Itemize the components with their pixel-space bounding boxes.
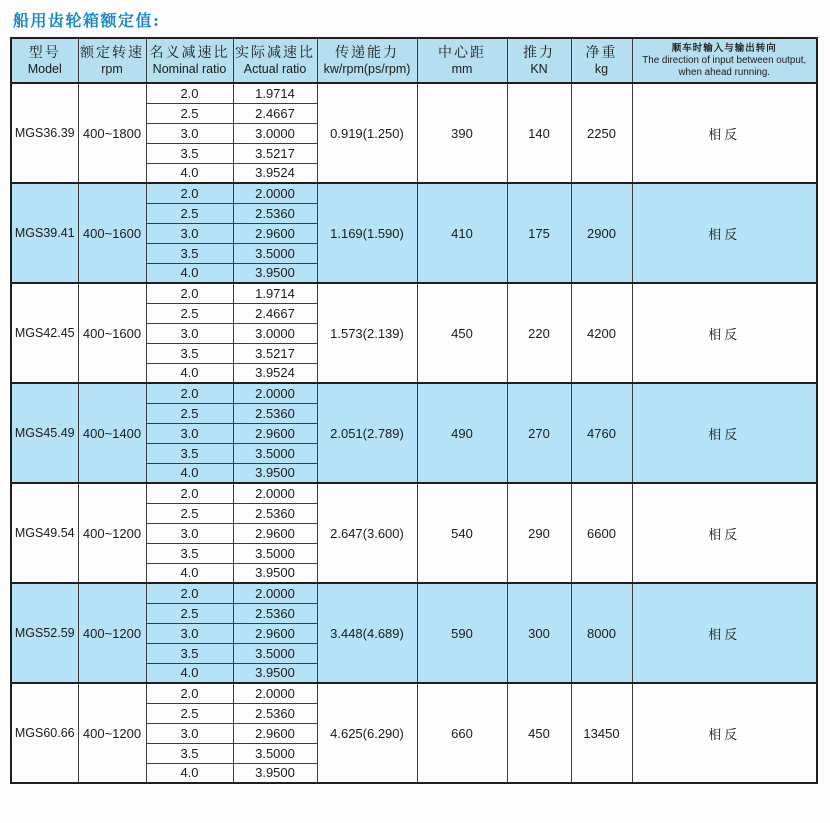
nominal-ratio-cell: 4.0: [146, 263, 233, 283]
nominal-ratio-cell: 3.5: [146, 643, 233, 663]
header-direction-zh: 顺车时输入与输出转向: [671, 42, 777, 54]
header-center-distance-zh: 中心距: [438, 44, 486, 61]
actual-ratio-cell: 2.5360: [233, 203, 317, 223]
page-title: 船用齿轮箱额定值:: [13, 11, 161, 30]
model-cell: MGS42.45: [11, 283, 78, 383]
header-actual-ratio: [233, 38, 317, 83]
header-direction-en: The direction of input between output, when ahead running.: [642, 54, 807, 78]
direction-cell: 相反: [632, 383, 817, 483]
actual-ratio-cell: 3.5217: [233, 143, 317, 163]
capacity-cell: 1.169(1.590): [317, 183, 417, 283]
table-header: [11, 38, 817, 83]
actual-ratio-cell: 2.5360: [233, 403, 317, 423]
model-block-row: [11, 683, 817, 703]
actual-ratio-cell: 2.9600: [233, 423, 317, 443]
capacity-cell: 4.625(6.290): [317, 683, 417, 783]
model-block-row: [11, 483, 817, 503]
header-rated-speed-en: rpm: [101, 61, 123, 76]
nominal-ratio-cell: 2.5: [146, 403, 233, 423]
header-model-zh: 型号: [28, 44, 61, 61]
header-capacity: [317, 38, 417, 83]
header-net-weight-zh: 净重: [585, 44, 618, 61]
actual-ratio-cell: 2.0000: [233, 483, 317, 503]
thrust-cell: 270: [507, 383, 571, 483]
center-distance-cell: 540: [417, 483, 507, 583]
actual-ratio-cell: 2.9600: [233, 723, 317, 743]
nominal-ratio-cell: 3.5: [146, 243, 233, 263]
actual-ratio-cell: 3.9500: [233, 663, 317, 683]
actual-ratio-cell: 2.9600: [233, 623, 317, 643]
nominal-ratio-cell: 3.0: [146, 723, 233, 743]
nominal-ratio-cell: 2.0: [146, 583, 233, 603]
header-center-distance: [417, 38, 507, 83]
actual-ratio-cell: 2.0000: [233, 183, 317, 203]
actual-ratio-cell: 3.9500: [233, 763, 317, 783]
actual-ratio-cell: 3.9524: [233, 163, 317, 183]
actual-ratio-cell: 2.9600: [233, 523, 317, 543]
header-capacity-en: kw/rpm(ps/rpm): [323, 61, 411, 76]
header-actual-ratio-zh: 实际减速比: [235, 44, 315, 61]
rpm-range-cell: 400~1800: [78, 83, 146, 183]
net-weight-cell: 8000: [571, 583, 632, 683]
center-distance-cell: 660: [417, 683, 507, 783]
model-block-row: [11, 383, 817, 403]
nominal-ratio-cell: 2.5: [146, 203, 233, 223]
capacity-cell: 0.919(1.250): [317, 83, 417, 183]
nominal-ratio-cell: 4.0: [146, 163, 233, 183]
capacity-cell: 2.647(3.600): [317, 483, 417, 583]
net-weight-cell: 2900: [571, 183, 632, 283]
header-model-en: Model: [27, 61, 62, 76]
model-cell: MGS36.39: [11, 83, 78, 183]
nominal-ratio-cell: 2.5: [146, 503, 233, 523]
gearbox-rating-table: [10, 37, 818, 784]
header-actual-ratio-en: Actual ratio: [243, 61, 307, 76]
nominal-ratio-cell: 3.5: [146, 143, 233, 163]
model-cell: MGS45.49: [11, 383, 78, 483]
actual-ratio-cell: 3.5000: [233, 643, 317, 663]
center-distance-cell: 590: [417, 583, 507, 683]
model-cell: MGS52.59: [11, 583, 78, 683]
actual-ratio-cell: 2.0000: [233, 683, 317, 703]
header-rated-speed: [78, 38, 146, 83]
actual-ratio-cell: 2.0000: [233, 383, 317, 403]
net-weight-cell: 2250: [571, 83, 632, 183]
nominal-ratio-cell: 3.0: [146, 623, 233, 643]
direction-cell: 相反: [632, 183, 817, 283]
header-net-weight-en: kg: [594, 61, 609, 76]
nominal-ratio-cell: 2.5: [146, 703, 233, 723]
actual-ratio-cell: 3.0000: [233, 123, 317, 143]
thrust-cell: 220: [507, 283, 571, 383]
header-nominal-ratio-zh: 名义减速比: [149, 44, 230, 61]
direction-cell: 相反: [632, 483, 817, 583]
nominal-ratio-cell: 3.0: [146, 323, 233, 343]
header-direction: [632, 38, 817, 83]
capacity-cell: 3.448(4.689): [317, 583, 417, 683]
rpm-range-cell: 400~1400: [78, 383, 146, 483]
center-distance-cell: 490: [417, 383, 507, 483]
actual-ratio-cell: 2.5360: [233, 603, 317, 623]
net-weight-cell: 4760: [571, 383, 632, 483]
nominal-ratio-cell: 2.5: [146, 303, 233, 323]
actual-ratio-cell: 3.9500: [233, 563, 317, 583]
nominal-ratio-cell: 2.0: [146, 383, 233, 403]
nominal-ratio-cell: 2.0: [146, 483, 233, 503]
rpm-range-cell: 400~1200: [78, 683, 146, 783]
center-distance-cell: 410: [417, 183, 507, 283]
nominal-ratio-cell: 4.0: [146, 763, 233, 783]
direction-cell: 相反: [632, 83, 817, 183]
actual-ratio-cell: 3.5000: [233, 243, 317, 263]
nominal-ratio-cell: 3.0: [146, 423, 233, 443]
actual-ratio-cell: 3.5000: [233, 443, 317, 463]
nominal-ratio-cell: 3.0: [146, 523, 233, 543]
rpm-range-cell: 400~1200: [78, 483, 146, 583]
header-thrust-en: KN: [530, 61, 548, 76]
rpm-range-cell: 400~1200: [78, 583, 146, 683]
thrust-cell: 175: [507, 183, 571, 283]
header-center-distance-en: mm: [451, 61, 473, 76]
nominal-ratio-cell: 4.0: [146, 563, 233, 583]
model-block-row: [11, 583, 817, 603]
nominal-ratio-cell: 4.0: [146, 663, 233, 683]
model-cell: MGS60.66: [11, 683, 78, 783]
model-block-row: [11, 83, 817, 103]
nominal-ratio-cell: 3.5: [146, 343, 233, 363]
rpm-range-cell: 400~1600: [78, 183, 146, 283]
header-capacity-zh: 传递能力: [335, 44, 399, 61]
nominal-ratio-cell: 4.0: [146, 463, 233, 483]
nominal-ratio-cell: 2.5: [146, 603, 233, 623]
net-weight-cell: 4200: [571, 283, 632, 383]
model-block-row: [11, 283, 817, 303]
nominal-ratio-cell: 3.5: [146, 443, 233, 463]
nominal-ratio-cell: 2.0: [146, 683, 233, 703]
nominal-ratio-cell: 3.5: [146, 743, 233, 763]
thrust-cell: 300: [507, 583, 571, 683]
nominal-ratio-cell: 2.5: [146, 103, 233, 123]
center-distance-cell: 390: [417, 83, 507, 183]
actual-ratio-cell: 1.9714: [233, 283, 317, 303]
direction-cell: 相反: [632, 583, 817, 683]
actual-ratio-cell: 3.0000: [233, 323, 317, 343]
nominal-ratio-cell: 3.0: [146, 223, 233, 243]
actual-ratio-cell: 3.9500: [233, 263, 317, 283]
actual-ratio-cell: 2.4667: [233, 303, 317, 323]
header-model: [11, 38, 78, 83]
thrust-cell: 140: [507, 83, 571, 183]
capacity-cell: 1.573(2.139): [317, 283, 417, 383]
nominal-ratio-cell: 3.5: [146, 543, 233, 563]
nominal-ratio-cell: 2.0: [146, 183, 233, 203]
header-thrust: [507, 38, 571, 83]
model-block-row: [11, 183, 817, 203]
center-distance-cell: 450: [417, 283, 507, 383]
header-thrust-zh: 推力: [523, 44, 555, 61]
direction-cell: 相反: [632, 683, 817, 783]
capacity-cell: 2.051(2.789): [317, 383, 417, 483]
actual-ratio-cell: 1.9714: [233, 83, 317, 103]
net-weight-cell: 13450: [571, 683, 632, 783]
actual-ratio-cell: 3.5000: [233, 543, 317, 563]
table-body: [11, 83, 817, 783]
nominal-ratio-cell: 3.0: [146, 123, 233, 143]
thrust-cell: 450: [507, 683, 571, 783]
actual-ratio-cell: 2.9600: [233, 223, 317, 243]
actual-ratio-cell: 2.4667: [233, 103, 317, 123]
thrust-cell: 290: [507, 483, 571, 583]
header-nominal-ratio-en: Nominal ratio: [152, 61, 227, 76]
actual-ratio-cell: 2.0000: [233, 583, 317, 603]
header-nominal-ratio: [146, 38, 233, 83]
actual-ratio-cell: 3.5217: [233, 343, 317, 363]
nominal-ratio-cell: 2.0: [146, 283, 233, 303]
rpm-range-cell: 400~1600: [78, 283, 146, 383]
header-rated-speed-zh: 额定转速: [80, 44, 144, 61]
direction-cell: 相反: [632, 283, 817, 383]
actual-ratio-cell: 2.5360: [233, 703, 317, 723]
nominal-ratio-cell: 2.0: [146, 83, 233, 103]
actual-ratio-cell: 3.9524: [233, 363, 317, 383]
net-weight-cell: 6600: [571, 483, 632, 583]
nominal-ratio-cell: 4.0: [146, 363, 233, 383]
header-row: [11, 38, 817, 83]
actual-ratio-cell: 3.9500: [233, 463, 317, 483]
model-cell: MGS39.41: [11, 183, 78, 283]
actual-ratio-cell: 3.5000: [233, 743, 317, 763]
model-cell: MGS49.54: [11, 483, 78, 583]
actual-ratio-cell: 2.5360: [233, 503, 317, 523]
header-net-weight: [571, 38, 632, 83]
